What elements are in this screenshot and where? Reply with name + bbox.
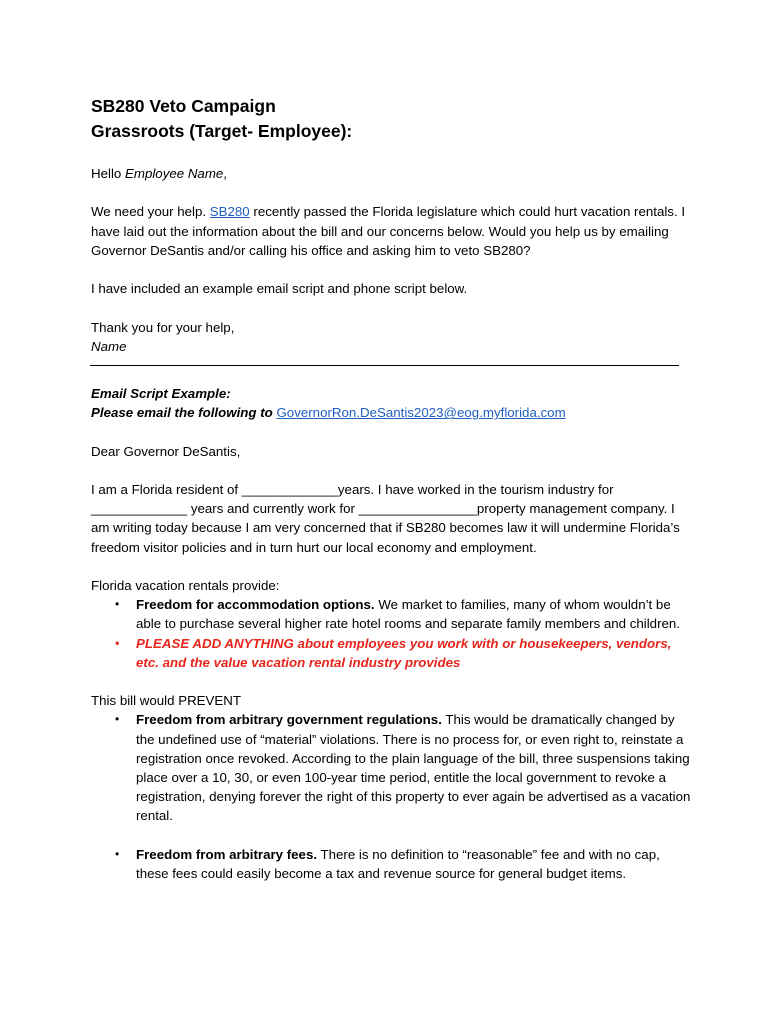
title-line-1: SB280 Veto Campaign xyxy=(91,96,276,116)
page-title xyxy=(91,94,691,144)
list-item-text: We market to families, many of whom wouldn’t be able to purchase several higher rate hotel rooms and separate family members and children. xyxy=(136,597,680,632)
bullet-icon: • xyxy=(115,635,120,650)
provide-intro: Florida vacation rentals provide: xyxy=(91,577,280,593)
highlight-note: PLEASE ADD ANYTHING about employees you work with or housekeepers, vendors, etc. and the value vacation rental industry provides xyxy=(136,635,672,670)
email-instruction xyxy=(91,403,691,422)
sb280-link[interactable]: SB280 xyxy=(209,204,250,220)
prevent-intro: This bill would PREVENT xyxy=(91,693,242,709)
scripts-note: I have included an example email script and phone script below. xyxy=(91,281,468,297)
list-item-bold: Freedom from arbitrary fees. xyxy=(136,846,318,862)
list-item xyxy=(91,845,691,883)
intro-post: recently passed the Florida legislature which could hurt vacation rentals. I have laid out the information about the bill and our concerns below. Would you help us by emailing Governor DeSantis and/or calling his office and asking him to veto SB280? xyxy=(91,204,686,258)
greeting-comma: , xyxy=(223,166,227,181)
signoff-thanks: Thank you for your help, xyxy=(91,319,235,335)
list-item-text: This would be dramatically changed by the undefined use of “material” violations. There is no process for, or even right to, reinstate a registration once revoked. According to the plain language of the bill, three suspensions taking place over a 10, 30, or even 100-year time period, entitle the local government to revoke a registration, denying forever the right of this property to ever again be advertised as a vacation rental. xyxy=(136,712,691,824)
intro-pre: We need your help. xyxy=(91,204,210,220)
greeting-hello: Hello xyxy=(91,166,125,181)
letter-salutation: Dear Governor DeSantis, xyxy=(91,443,241,459)
email-script-heading: Email Script Example: xyxy=(91,385,231,401)
document-body xyxy=(91,94,691,883)
list-item xyxy=(91,595,691,633)
list-item xyxy=(91,710,691,825)
greeting-name: Employee Name xyxy=(125,166,224,181)
bullet-icon: • xyxy=(115,597,120,612)
section-divider xyxy=(90,365,679,366)
title-line-2: Grassroots (Target- Employee): xyxy=(91,121,353,141)
list-item-bold: Freedom from arbitrary government regulations. xyxy=(136,712,442,728)
signoff-name: Name xyxy=(91,338,127,354)
prevent-list xyxy=(91,710,691,883)
bullet-icon: • xyxy=(115,712,120,727)
governor-email-link[interactable]: GovernorRon.DeSantis2023@eog.myflorida.com xyxy=(276,405,566,421)
intro-paragraph xyxy=(91,202,691,260)
provide-list xyxy=(91,595,691,672)
bullet-icon: • xyxy=(115,846,120,861)
email-instruction-text: Please email the following to xyxy=(91,405,277,421)
list-item xyxy=(91,634,691,672)
greeting xyxy=(91,164,691,183)
letter-body: I am a Florida resident of _____________years. I have worked in the tourism industry for _____________ years and currently work for ________________property management company. I am writing today because I am very concerned that if SB280 becomes law it will undermine Florida’s freedom visitor policies and in turn hurt our local economy and employment. xyxy=(91,481,680,555)
list-item-text: There is no definition to “reasonable” fee and with no cap, these fees could easily become a tax and revenue source for general budget items. xyxy=(136,846,660,881)
list-item-bold: Freedom for accommodation options. xyxy=(136,597,375,613)
